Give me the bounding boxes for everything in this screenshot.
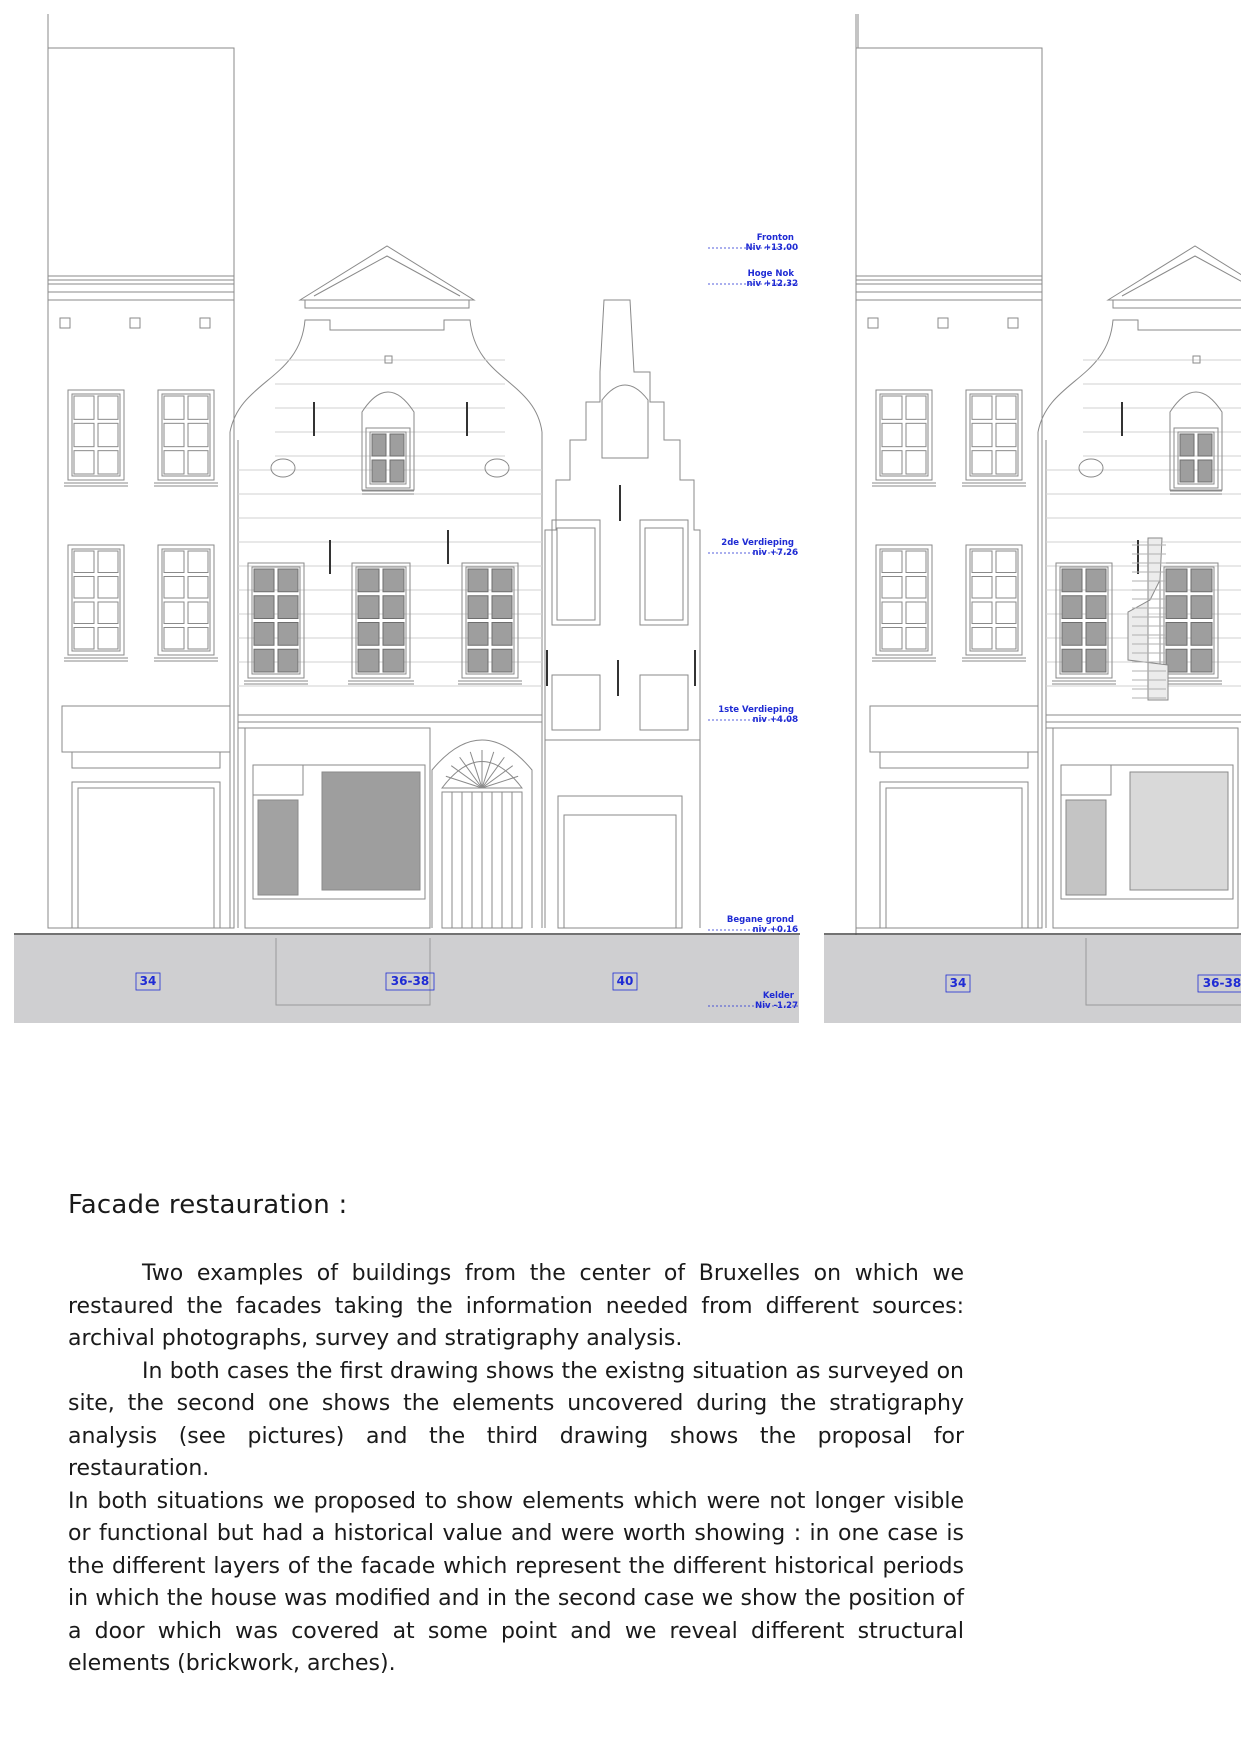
paragraph-proposal: In both situations we proposed to show elements which were not longer visible or functional but had a historical value and were worth showing : in one case is the different layers of the facade which represent the different historical periods in which the house was modified and in the second case we show the position of a door which was covered at some point and we reveal different structural elements (brickwork, arches). <box>68 1488 964 1676</box>
house-number-text: 36-38 <box>1202 976 1241 990</box>
house-number-text: 34 <box>139 974 157 988</box>
right-drawing <box>856 48 1241 928</box>
house-number-right-1 <box>1198 975 1241 992</box>
elevation-label-2 <box>708 538 800 558</box>
elevation-value: Niv -1.27 <box>754 1001 798 1011</box>
elevation-value: niv +12.32 <box>746 279 798 289</box>
elevation-label-4 <box>708 915 800 935</box>
house-number-left-1 <box>386 973 434 990</box>
elevation-name: Fronton <box>756 233 794 243</box>
elevation-label-0 <box>708 233 800 253</box>
elevation-label-1 <box>708 269 800 289</box>
elevation-value: Niv +13.00 <box>745 243 798 253</box>
elevation-label-3 <box>708 705 800 725</box>
description-block <box>68 1190 964 1681</box>
house-number-text: 34 <box>949 976 967 990</box>
elevation-value: niv +4.08 <box>752 715 798 725</box>
house-number-text: 40 <box>616 974 634 988</box>
elevation-name: 2de Verdieping <box>721 538 794 548</box>
ground-band-right <box>824 935 1241 1023</box>
section-heading: Facade restauration : <box>68 1190 348 1220</box>
paragraph-sources: Two examples of buildings from the center of Bruxelles on which we restaured the facades taking the information needed from different sources: archival photographs, survey and stratigraphy analysis. <box>68 1261 964 1351</box>
elevation-name: Kelder <box>762 991 794 1001</box>
house-number-text: 36-38 <box>390 974 430 988</box>
elevation-value: niv +0.16 <box>752 925 798 935</box>
paragraph-drawings: In both cases the first drawing shows the existng situation as surveyed on site, the second one shows the elements uncovered during the stratigraphy analysis (see pictures) and the third drawing shows the proposal for restauration. <box>68 1358 964 1481</box>
elevation-value: niv +7.26 <box>752 548 798 558</box>
elevation-name: 1ste Verdieping <box>718 705 794 715</box>
elevation-name: Hoge Nok <box>747 269 794 279</box>
elevation-name: Begane grond <box>726 915 794 925</box>
